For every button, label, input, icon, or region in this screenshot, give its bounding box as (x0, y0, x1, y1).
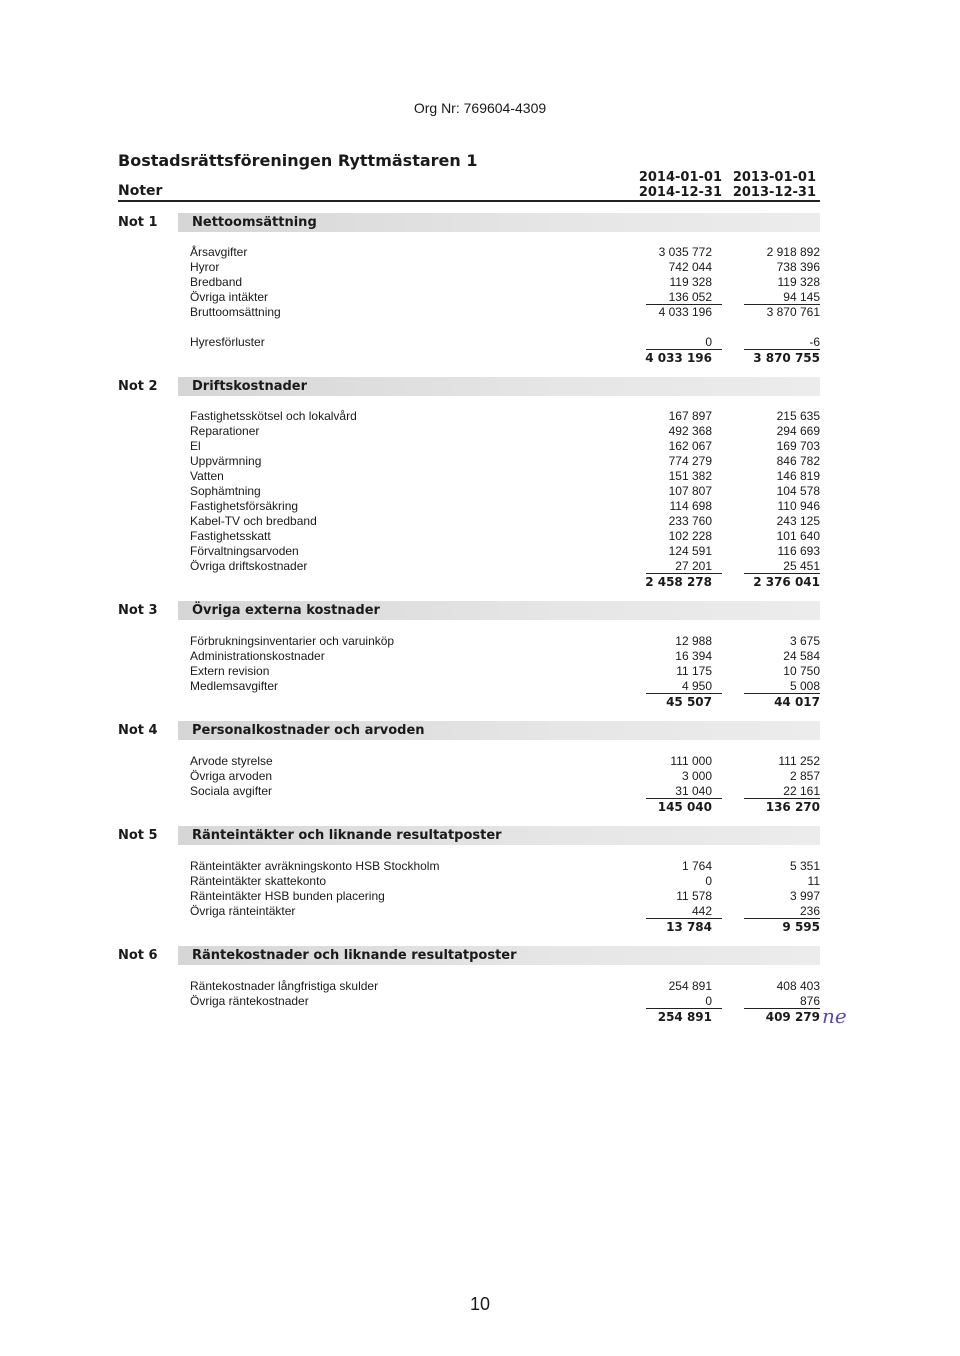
total-rule (646, 1008, 722, 1009)
note-number: Not 3 (118, 603, 158, 618)
table-row: Övriga driftskostnader 27 201 25 451 (190, 559, 820, 573)
period-current-start: 2014-01-01 (638, 170, 722, 185)
page-number: 10 (469, 1294, 491, 1314)
total-rule (646, 573, 722, 574)
table-row: Räntekostnader långfristiga skulder 254 891 408 403 (190, 979, 820, 993)
table-row: Kabel-TV och bredband 233 760 243 125 (190, 514, 820, 528)
total-rule (646, 798, 722, 799)
table-row: Hyresförluster 0 -6 (190, 335, 820, 349)
total-rule (744, 349, 820, 350)
table-row: Övriga intäkter 136 052 94 145 (190, 290, 820, 304)
table-row: Ränteintäkter skattekonto 0 11 (190, 874, 820, 888)
table-row: Övriga ränteintäkter 442 236 (190, 904, 820, 918)
total-rule (646, 349, 722, 350)
table-row: Fastighetsförsäkring 114 698 110 946 (190, 499, 820, 513)
table-row: Bredband 119 328 119 328 (190, 275, 820, 289)
total-rule (646, 918, 722, 919)
table-row: Övriga räntekostnader 0 876 (190, 994, 820, 1008)
table-row: El 162 067 169 703 (190, 439, 820, 453)
section-title-noter: Noter (118, 183, 163, 199)
table-row: Arvode styrelse 111 000 111 252 (190, 754, 820, 768)
table-row: Vatten 151 382 146 819 (190, 469, 820, 483)
total-rule (744, 798, 820, 799)
total-rule (744, 1008, 820, 1009)
handwritten-signature: ne (822, 1004, 847, 1028)
table-row: Ränteintäkter avräkningskonto HSB Stockholm 1 764 5 351 (190, 859, 820, 873)
table-row: Administrationskostnader 16 394 24 584 (190, 649, 820, 663)
table-row: Sophämtning 107 807 104 578 (190, 484, 820, 498)
table-row: Förbrukningsinventarier och varuinköp 12 988 3 675 (190, 634, 820, 648)
table-row: Övriga arvoden 3 000 2 857 (190, 769, 820, 783)
note-number: Not 2 (118, 379, 158, 394)
note-total: 254 891 409 279 (657, 1010, 820, 1024)
note-title: Driftskostnader (192, 379, 308, 394)
total-rule (744, 573, 820, 574)
period-previous-start: 2013-01-01 (732, 170, 816, 185)
table-row: Fastighetsskötsel och lokalvård 167 897 215 635 (190, 409, 820, 423)
table-row: Bruttoomsättning 4 033 196 3 870 761 (190, 305, 820, 319)
period-current-end: 2014-12-31 (638, 185, 722, 200)
note-title: Nettoomsättning (192, 215, 317, 230)
note-total: 145 040 136 270 (657, 800, 820, 814)
total-rule (744, 693, 820, 694)
table-row: Uppvärmning 774 279 846 782 (190, 454, 820, 468)
note-title: Ränteintäkter och liknande resultatposter (192, 828, 502, 843)
note-number: Not 1 (118, 215, 158, 230)
table-row: Fastighetsskatt 102 228 101 640 (190, 529, 820, 543)
note-total: 2 458 278 2 376 041 (645, 575, 820, 589)
table-row: Sociala avgifter 31 040 22 161 (190, 784, 820, 798)
table-row: Ränteintäkter HSB bunden placering 11 578 3 997 (190, 889, 820, 903)
note-number: Not 6 (118, 948, 158, 963)
table-row: Extern revision 11 175 10 750 (190, 664, 820, 678)
note-title: Personalkostnader och arvoden (192, 723, 425, 738)
note-total: 45 507 44 017 (666, 695, 820, 709)
org-number: Org Nr: 769604-4309 (413, 100, 547, 116)
table-row: Hyror 742 044 738 396 (190, 260, 820, 274)
table-row: Förvaltningsarvoden 124 591 116 693 (190, 544, 820, 558)
period-previous-end: 2013-12-31 (732, 185, 816, 200)
table-row: Reparationer 492 368 294 669 (190, 424, 820, 438)
note-total: 13 784 9 595 (666, 920, 820, 934)
total-rule (646, 693, 722, 694)
note-title: Räntekostnader och liknande resultatposter (192, 948, 517, 963)
note-total: 4 033 196 3 870 755 (645, 351, 820, 365)
note-title: Övriga externa kostnader (192, 603, 380, 618)
total-rule (744, 918, 820, 919)
table-row: Årsavgifter 3 035 772 2 918 892 (190, 245, 820, 259)
header-rule (118, 200, 820, 202)
note-number: Not 4 (118, 723, 158, 738)
table-row: Medlemsavgifter 4 950 5 008 (190, 679, 820, 693)
association-name: Bostadsrättsföreningen Ryttmästaren 1 (118, 151, 478, 170)
note-number: Not 5 (118, 828, 158, 843)
